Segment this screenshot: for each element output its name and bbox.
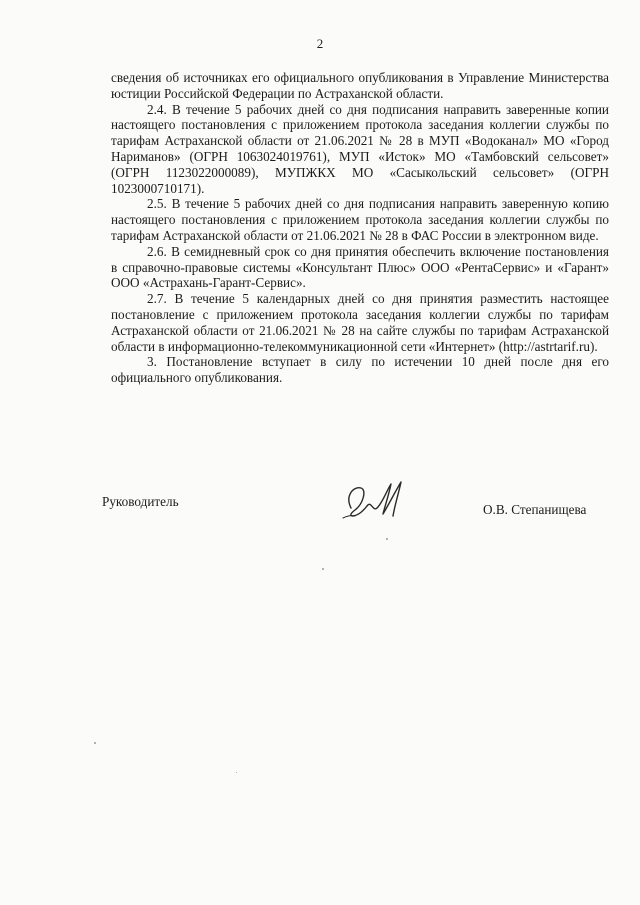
paragraph-3: 3. Постановление вступает в силу по истечении 10 дней после дня его официального опубликования. [111, 354, 609, 386]
paragraph-2-7: 2.7. В течение 5 календарных дней со дня принятия разместить настоящее постановление с приложением протокола заседания коллегии службы по тарифам Астраханской области от 21.06.2021 № 28 на сайте службы по тарифам Астраханской области в информационно-телекоммуникационной сети «Интернет» (http://astrtarif.ru). [111, 291, 609, 354]
paragraph-continuation: сведения об источниках его официального опубликования в Управление Министерства юстиции Российской Федерации по Астраханской области. [111, 70, 609, 101]
handwritten-signature [337, 478, 417, 524]
paragraph-2-6: 2.6. В семидневный срок со дня принятия обеспечить включение постановления в справочно-правовые системы «Консультант Плюс» ООО «РентаСервис» и «Гарант» ООО «Астрахань-Гарант-Сервис». [111, 243, 609, 291]
scan-speck [322, 568, 324, 570]
scan-speck [236, 772, 237, 773]
signatory-title: Руководитель [102, 494, 179, 509]
paragraph-2-5: 2.5. В течение 5 рабочих дней со дня подписания направить заверенную копию настоящего постановления с приложением протокола заседания коллегии службы по тарифам Астраханской области от 21.06.2021 № 28 в ФАС России в электронном виде. [111, 196, 609, 243]
signature-block [0, 478, 640, 538]
paragraph-2-4: 2.4. В течение 5 рабочих дней со дня подписания направить заверенные копии настоящего постановления с приложением протокола заседания коллегии службы по тарифам Астраханской области от 21.06.2021 № 28 в МУП «Водоканал» МО «Город Нариманов» (ОГРН 1063024019761), МУП «Исток» МО «Тамбовский сельсовет» (ОГРН 1123022000089), МУПЖКХ МО «Сасыкольский сельсовет» (ОГРН 1023000710171). [111, 101, 609, 196]
scan-speck [94, 742, 96, 744]
signatory-name: О.В. Степанищева [483, 502, 587, 517]
document-body [111, 70, 609, 386]
page-number: 2 [316, 36, 324, 51]
scan-speck [386, 538, 388, 540]
